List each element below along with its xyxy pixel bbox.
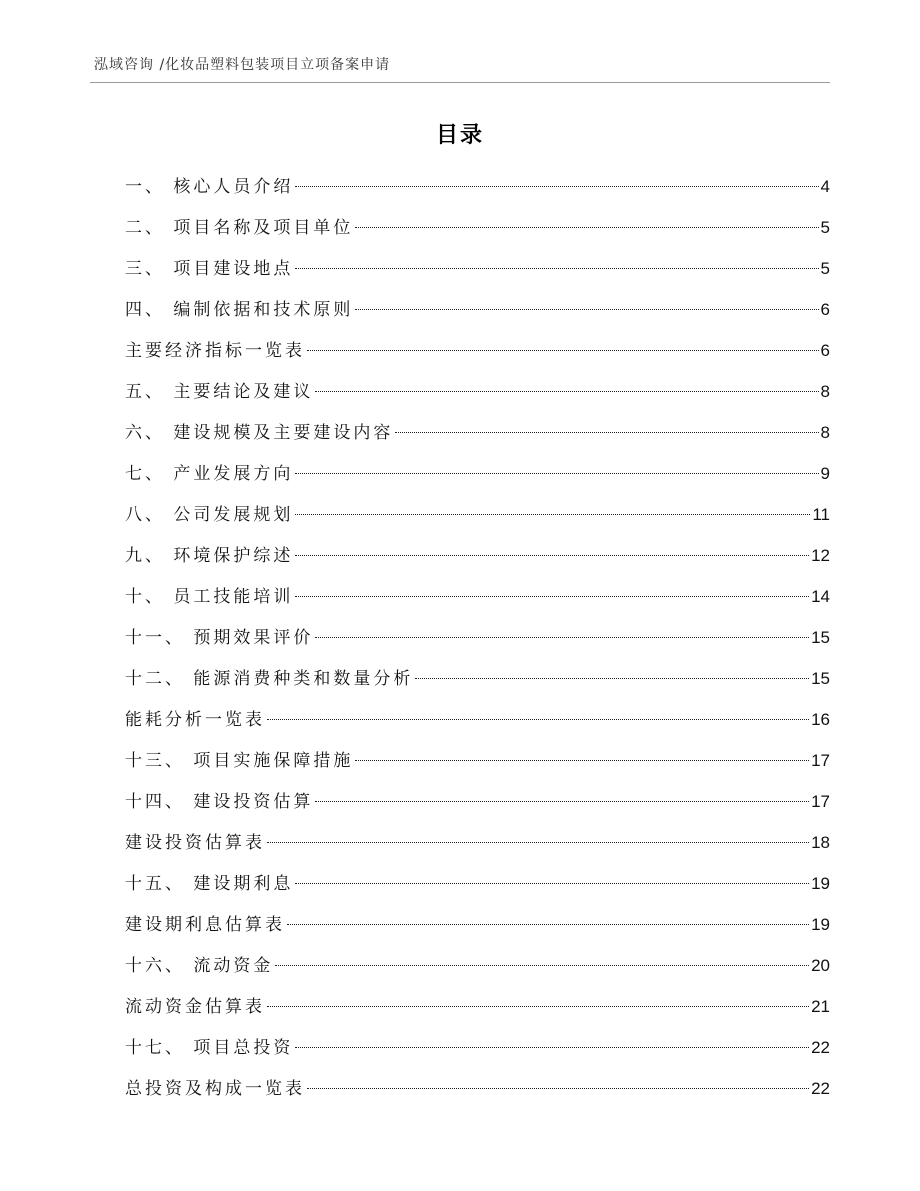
toc-dot-leader xyxy=(267,1006,809,1007)
toc-entry-label[interactable]: 五、 主要结论及建议 xyxy=(125,382,314,402)
toc-dot-leader xyxy=(275,965,809,966)
toc-entry[interactable] xyxy=(125,576,830,617)
toc-entry-page[interactable]: 22 xyxy=(811,1079,830,1098)
toc-entry[interactable] xyxy=(125,207,830,248)
toc-dot-leader xyxy=(295,186,818,187)
header-divider xyxy=(90,82,830,83)
toc-entry-label[interactable]: 十六、 流动资金 xyxy=(125,956,274,976)
toc-entry-label[interactable]: 十、 员工技能培训 xyxy=(125,587,294,607)
toc-dot-leader xyxy=(287,924,809,925)
toc-entry-page[interactable]: 5 xyxy=(820,259,830,278)
toc-entry-label[interactable]: 建设投资估算表 xyxy=(125,833,265,853)
toc-entry[interactable] xyxy=(125,740,830,781)
toc-dot-leader xyxy=(295,883,809,884)
toc-dot-leader xyxy=(295,555,809,556)
toc-entry[interactable] xyxy=(125,371,830,412)
toc-entry-page[interactable]: 15 xyxy=(811,669,830,688)
toc-entry-label[interactable]: 能耗分析一览表 xyxy=(125,710,265,730)
toc-dot-leader xyxy=(295,596,809,597)
toc-entry-label[interactable]: 十二、 能源消费种类和数量分析 xyxy=(125,669,414,689)
toc-dot-leader xyxy=(295,473,818,474)
toc-dot-leader xyxy=(307,1088,809,1089)
toc-entry[interactable] xyxy=(125,248,830,289)
toc-entry-page[interactable]: 16 xyxy=(811,710,830,729)
toc-entry-label[interactable]: 十一、 预期效果评价 xyxy=(125,628,314,648)
toc-entry[interactable] xyxy=(125,781,830,822)
toc-entry[interactable] xyxy=(125,699,830,740)
toc-dot-leader xyxy=(355,760,809,761)
toc-dot-leader xyxy=(415,678,809,679)
toc-entry-page[interactable]: 6 xyxy=(820,341,830,360)
toc-dot-leader xyxy=(315,801,809,802)
toc-entry-page[interactable]: 9 xyxy=(820,464,830,483)
toc-dot-leader xyxy=(307,350,819,351)
toc-entry-page[interactable]: 14 xyxy=(811,587,830,606)
toc-entry[interactable] xyxy=(125,535,830,576)
toc-entry-label[interactable]: 六、 建设规模及主要建设内容 xyxy=(125,423,394,443)
toc-entry-label[interactable]: 十四、 建设投资估算 xyxy=(125,792,314,812)
toc-dot-leader xyxy=(295,1047,809,1048)
toc-entry-label[interactable]: 建设期利息估算表 xyxy=(125,915,285,935)
toc-list xyxy=(125,166,830,1109)
toc-entry-label[interactable]: 四、 编制依据和技术原则 xyxy=(125,300,354,320)
toc-entry[interactable] xyxy=(125,945,830,986)
toc-entry-label[interactable]: 七、 产业发展方向 xyxy=(125,464,294,484)
toc-entry-label[interactable]: 三、 项目建设地点 xyxy=(125,259,294,279)
toc-entry[interactable] xyxy=(125,1027,830,1068)
toc-entry[interactable] xyxy=(125,1068,830,1109)
toc-entry-page[interactable]: 19 xyxy=(811,915,830,934)
toc-entry-page[interactable]: 22 xyxy=(811,1038,830,1057)
toc-entry-label[interactable]: 二、 项目名称及项目单位 xyxy=(125,218,354,238)
toc-entry-page[interactable]: 11 xyxy=(812,505,830,524)
toc-entry-label[interactable]: 主要经济指标一览表 xyxy=(125,341,305,361)
toc-dot-leader xyxy=(267,842,809,843)
toc-entry[interactable] xyxy=(125,658,830,699)
toc-entry-page[interactable]: 8 xyxy=(820,423,830,442)
toc-entry-label[interactable]: 十五、 建设期利息 xyxy=(125,874,294,894)
toc-entry-page[interactable]: 21 xyxy=(811,997,830,1016)
toc-entry-label[interactable]: 一、 核心人员介绍 xyxy=(125,177,294,197)
toc-dot-leader xyxy=(295,268,818,269)
toc-entry-label[interactable]: 九、 环境保护综述 xyxy=(125,546,294,566)
toc-entry[interactable] xyxy=(125,453,830,494)
toc-entry-label[interactable]: 十七、 项目总投资 xyxy=(125,1038,294,1058)
toc-entry-page[interactable]: 17 xyxy=(811,792,830,811)
toc-entry[interactable] xyxy=(125,330,830,371)
toc-entry-label[interactable]: 流动资金估算表 xyxy=(125,997,265,1017)
toc-dot-leader xyxy=(315,637,809,638)
toc-dot-leader xyxy=(315,391,818,392)
toc-dot-leader xyxy=(395,432,818,433)
toc-entry-page[interactable]: 4 xyxy=(820,177,830,196)
toc-entry[interactable] xyxy=(125,986,830,1027)
page-header: 泓域咨询 /化妆品塑料包装项目立项备案申请 xyxy=(94,57,391,73)
toc-entry[interactable] xyxy=(125,494,830,535)
toc-entry[interactable] xyxy=(125,904,830,945)
toc-entry-page[interactable]: 17 xyxy=(811,751,830,770)
toc-entry[interactable] xyxy=(125,412,830,453)
toc-entry-page[interactable]: 12 xyxy=(811,546,830,565)
toc-entry[interactable] xyxy=(125,166,830,207)
toc-entry-page[interactable]: 8 xyxy=(820,382,830,401)
toc-dot-leader xyxy=(355,309,818,310)
toc-title: 目录 xyxy=(435,123,484,148)
toc-entry-page[interactable]: 15 xyxy=(811,628,830,647)
toc-entry[interactable] xyxy=(125,822,830,863)
toc-entry-page[interactable]: 6 xyxy=(820,300,830,319)
toc-entry-label[interactable]: 十三、 项目实施保障措施 xyxy=(125,751,354,771)
toc-entry-page[interactable]: 19 xyxy=(811,874,830,893)
toc-entry-label[interactable]: 总投资及构成一览表 xyxy=(125,1079,305,1099)
toc-dot-leader xyxy=(267,719,809,720)
toc-entry[interactable] xyxy=(125,863,830,904)
toc-entry-page[interactable]: 18 xyxy=(811,833,830,852)
toc-dot-leader xyxy=(355,227,818,228)
toc-dot-leader xyxy=(295,514,810,515)
toc-entry[interactable] xyxy=(125,289,830,330)
toc-entry-label[interactable]: 八、 公司发展规划 xyxy=(125,505,294,525)
toc-entry-page[interactable]: 5 xyxy=(820,218,830,237)
toc-entry-page[interactable]: 20 xyxy=(811,956,830,975)
toc-entry[interactable] xyxy=(125,617,830,658)
